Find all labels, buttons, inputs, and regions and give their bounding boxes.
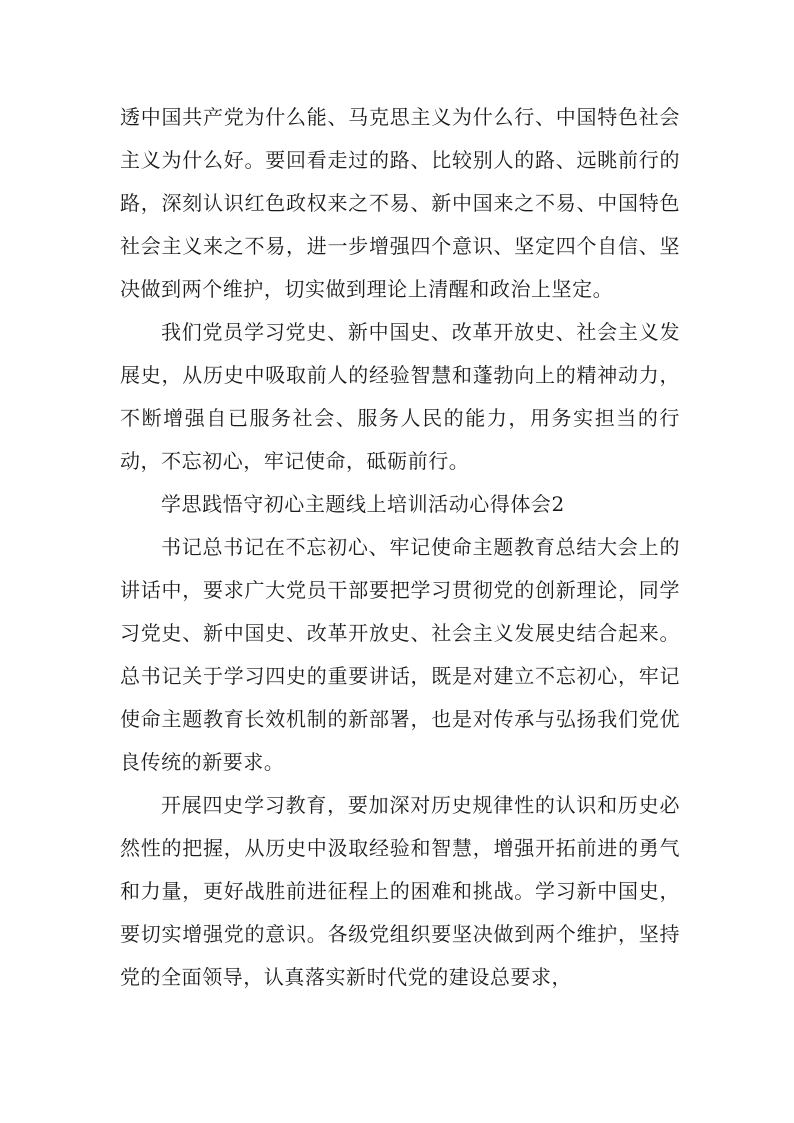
section-heading: 学思践悟守初心主题线上培训活动心得体会2 xyxy=(161,492,565,516)
paragraph-four-histories: 开展四史学习教育，要加深对历史规律性的认识和历史必然性的把握，从历史中汲取经验和智慧，增强开拓前进的勇气和力量，更好战胜前进征程上的困难和挑战。学习新中国史，要切实增强党的意识。各级党组织要坚决做到两个维护，坚持党的全面领导，认真落实新时代党的建设总要求， xyxy=(120,793,680,989)
paragraph-continued: 透中国共产党为什么能、马克思主义为什么行、中国特色社会主义为什么好。要回看走过的路、比较别人的路、远眺前行的路，深刻认识红色政权来之不易、新中国来之不易、中国特色社会主义来之不易，进一步增强四个意识、坚定四个自信、坚决做到两个维护，切实做到理论上清醒和政治上坚定。 xyxy=(120,105,680,301)
document-body xyxy=(120,96,680,999)
paragraph-speech: 书记总书记在不忘初心、牢记使命主题教育总结大会上的讲话中，要求广大党员干部要把学习贯彻党的创新理论，同学习党史、新中国史、改革开放史、社会主义发展史结合起来。总书记关于学习四史的重要讲话，既是对建立不忘初心，牢记使命主题教育长效机制的新部署，也是对传承与弘扬我们党优良传统的新要求。 xyxy=(120,535,680,774)
paragraph-party-history: 我们党员学习党史、新中国史、改革开放史、社会主义发展史，从历史中吸取前人的经验智慧和蓬勃向上的精神动力，不断增强自已服务社会、服务人民的能力，用务实担当的行动，不忘初心，牢记使命，砥砺前行。 xyxy=(120,320,680,473)
